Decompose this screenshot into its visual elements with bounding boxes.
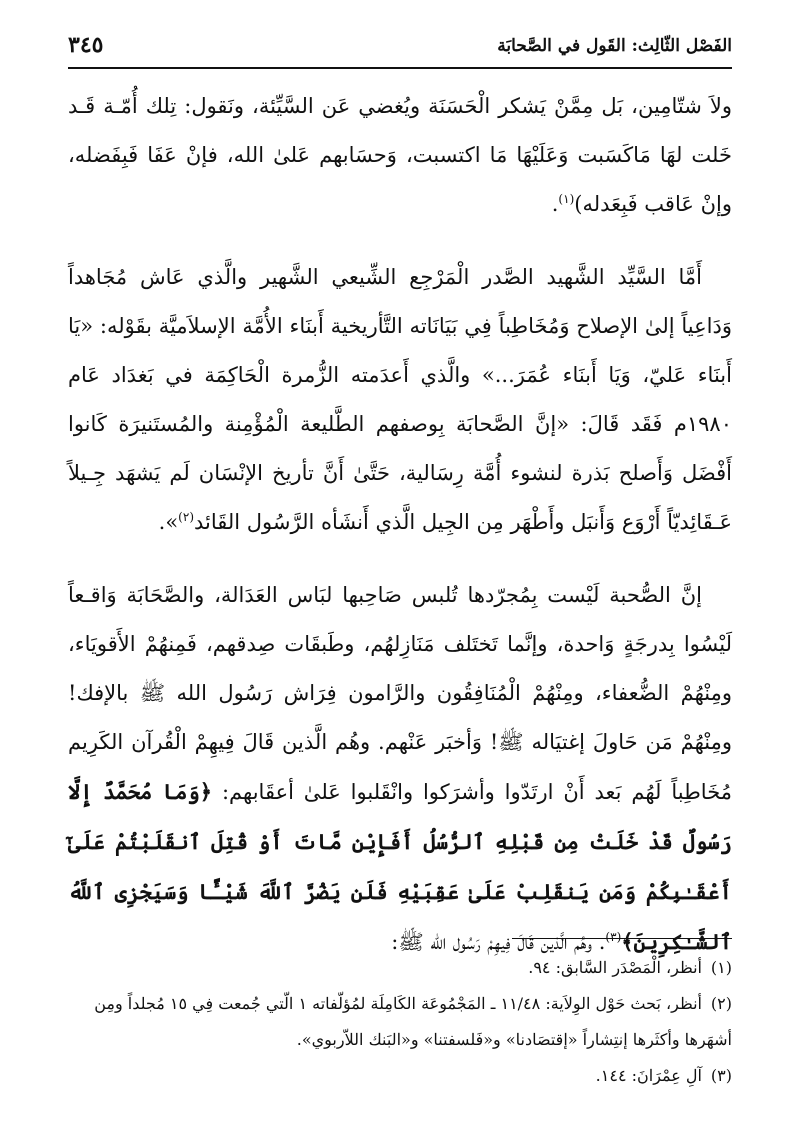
p1-line-2: خَلت لهَا مَاكَسَبت وَعَلَيْهَا مَا اكتسبت، وَحسَابهم عَلىٰ الله، فإنْ عَفَا فَبِفَضله، وإنْ [68,143,732,216]
footnote-rule [512,938,732,939]
footnote-ref-2[interactable]: (٢) [178,510,194,524]
paragraph-1 [68,82,732,229]
p2-line-5: بَذرة لنشوء أُمَّة رِسَالية، حَتَّىٰ أَنَّ تأريخ الإنْسَان لَم يَشهَد جِـيلاً عَـقَائِديّاً أَرْوَع [68,461,732,534]
page-number: ٣٤٥ [68,32,104,58]
p2-line-3: عَليّ، وَيَا أَبنَاء عُمَرَ...» والَّذي أَعدَمته الزُّمرة الْحَاكِمَة في بَغدَاد عَام ١٩٨٠م [68,363,732,436]
footnote-text: أنظر، الْمَصْدَر السَّابق: ٩٤. [528,958,702,977]
footnote-2 [68,986,732,1058]
paragraph-2 [68,253,732,547]
p3-line-1: إنَّ الصُّحبة لَيْست بِمُجرّدها تُلبس صَاحِبها لبَاس العَدَالة، والصَّحَابَة وَاقـعاً [68,583,702,607]
footnote-ref-3[interactable]: (٣) [605,930,622,944]
page-header [68,30,732,70]
paragraph-3 [68,571,732,967]
p3-line-2: لَيْسُوا بِدرجَةٍ وَاحدة، وإنَّما تَختَلف مَنَازِلهُم، وطَبقَات صِدقهم، فَمِنهُمْ الأَقويَاء، [68,632,732,656]
p3-tail: . وهُم الَّذين قَالَ فِيهِمْ رَسُول الله ﷺ: [391,930,606,954]
p2-end: ». [158,510,179,534]
running-head: الفَصْل الثّالِث: القَول في الصَّحابَة [497,36,732,56]
footnote-number: (٢) [710,994,732,1013]
p3-line-5: لَهُم بَعد أَنْ ارتَدّوا وأشرَكوا وانْقَلبوا عَلىٰ أعقَابهم: [221,780,662,804]
body-text [68,82,732,991]
p3-line-3: ومِنْهُمْ الضُّعفاء، ومِنْهُمْ الْمُنَافِقُون والرَّامون فِرَاش رَسُول الله ﷺ بالإفك! ومِنْهُمْ [68,681,732,754]
p1-line-3: عَاقب فَبِعَدله) [574,192,694,216]
p2-line-2: إلىٰ الإصلاح وَمُخَاطِباً فِي بَيَانَاته التَّأريخية أَبنَاء الأُمَّة الإسلاَميَّة بقَوْله: «يَا أَبنَاء [68,314,732,387]
p2-line-1: أَمَّا السَّيِّد الشَّهيد الصَّدر الْمَرْجِع الشِّيعي الشَّهير والَّذي عَاش مُجَاهداً وَدَاعِياً [68,265,732,338]
footnote-ref-1[interactable]: (١) [558,192,575,206]
header-rule [68,67,732,69]
p1-line-1: ولاَ شتّامِين، بَل مِمَّنْ يَشكر الْحَسَنَة ويُغضي عَن السَّيِّئة، ونَقول: تِلك أُمّـة قَـد [68,94,732,118]
quran-verse: ﴿وَمَا مُحَمَّدٌ إِلَّا رَسُولٌ قَدْ خَلَتْ مِن قَبْلِهِ ٱلرُّسُلُ أَفَإِيْن مَّاتَ أَوْ قُتِلَ ٱنقَلَبْتُمْ عَلَىٰٓ أَعْقَـٰبِكُمْ وَمَن يَنقَلِبْ عَلَىٰ عَقِبَيْهِ فَلَن يَضُرَّ ٱللَّهَ شَيْـًٔا وَسَيَجْزِى ٱللَّهُ ٱلشَّـٰكِرِينَ﴾ [68,779,732,954]
footnote-number: (١) [710,958,732,977]
footnote-number: (٣) [710,1066,732,1085]
footnote-3 [68,1058,732,1094]
footnotes [68,950,732,1094]
footnote-1 [68,950,732,986]
p3-line-4: مَن حَاولَ إغتيَاله ﷺ! وَأخبَر عَنْهم. وهُم الَّذين قَالَ فِيهِمْ الْقُرآن الكَرِيم مُخَاطِباً [68,730,732,804]
p1-end: . [551,192,559,216]
footnote-text: أنظر، بَحث حَوْل الوِلاَية: ١١/٤٨ ـ المَجْمُوعَة الكَامِلَة لمُؤلّفاته ١ الّتي جُمعت فِي ١٥ مُجلداً ومِن أشهَرها وأكثَرها إنتِشاراً «إقتصَادنا» و«فَلسفتنا» و«البَنك اللاّربوي». [94,994,732,1049]
footnote-text: آلِ عِمْرَانَ: ١٤٤. [595,1066,702,1085]
p2-line-6: وَأَنبَل وأَطْهَر مِن الجِيل الَّذي أَنشَأه الرَّسُول القَائد [194,510,616,534]
p2-line-4: فَقَد قَالَ: «إنَّ الصَّحابَة بِوصفهم الطَّليعة الْمُؤْمِنة والمُستَنيرَة كَانوا أَفْضَل وَأَصلح [68,412,733,485]
